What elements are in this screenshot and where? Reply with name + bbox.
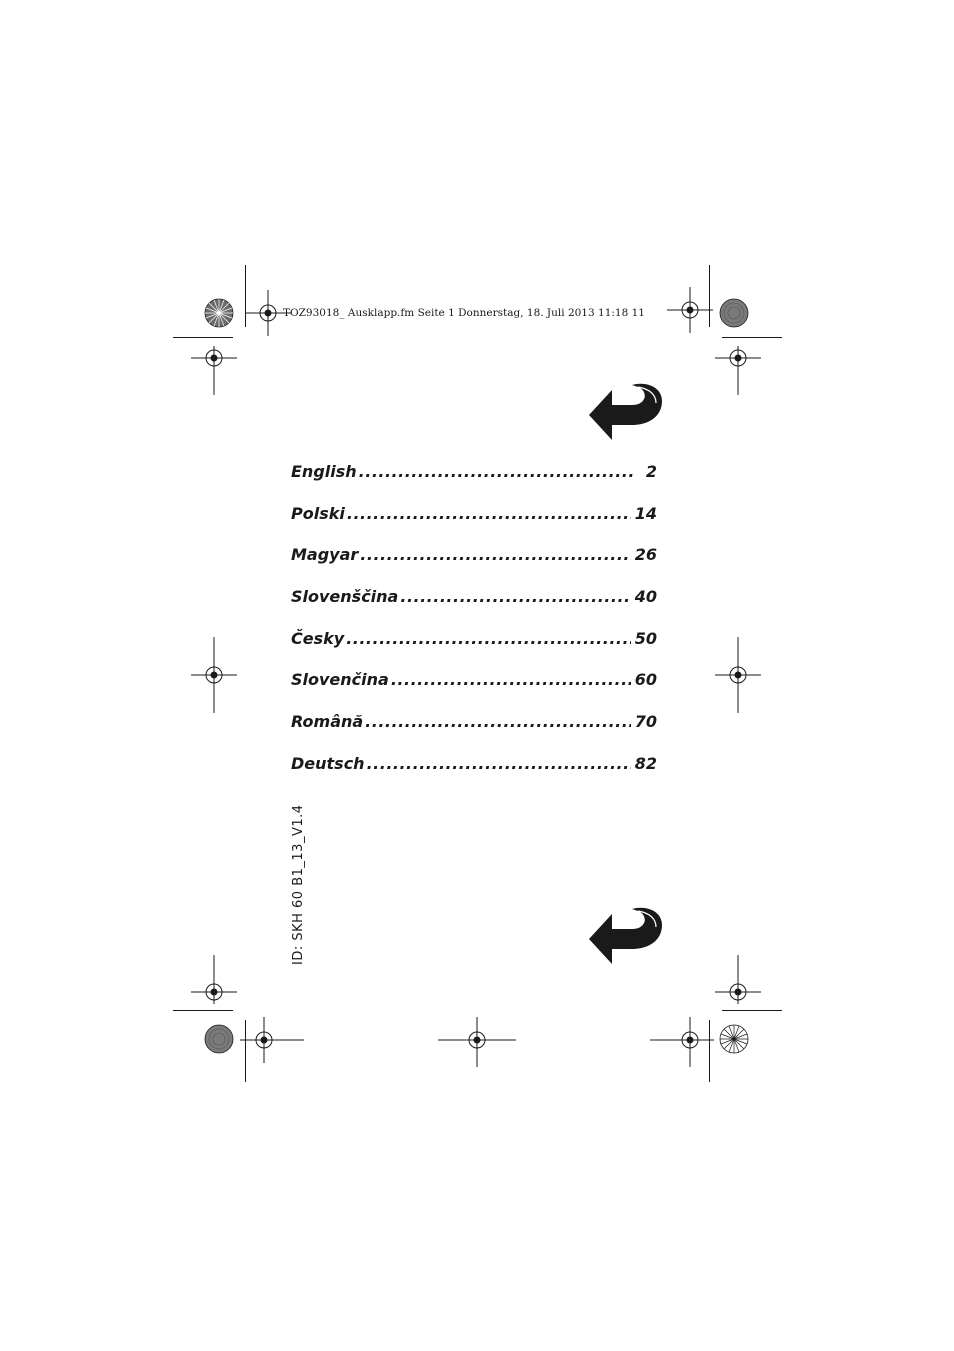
registration-mark-icon [715,335,761,395]
toc-entry[interactable] [291,670,657,712]
toc-label: Polski [291,503,345,523]
toc-leader [347,504,631,523]
registration-mark-icon [667,287,713,333]
registration-mark-icon [715,637,761,713]
color-target-icon [719,298,749,328]
toc-leader [391,670,631,689]
toc-label: Română [291,712,364,732]
toc-page-number: 82 [634,753,657,773]
toc-leader [346,629,631,648]
toc-label: Slovenčina [291,670,389,690]
table-of-contents [291,462,657,796]
toc-page-number: 26 [634,545,657,565]
toc-page-number: 40 [634,587,657,607]
toc-leader [367,754,631,773]
toc-page-number: 2 [645,462,657,481]
document-id: ID: SKH 60 B1_13_V1.4 [291,804,306,965]
toc-page-number: 70 [634,712,657,732]
toc-label: English [291,462,357,481]
registration-mark-icon [191,335,237,395]
toc-leader [359,462,635,481]
toc-leader [360,545,630,564]
toc-entry[interactable] [291,712,657,754]
toc-label: Deutsch [291,753,365,773]
registration-mark-icon [191,955,237,1015]
toc-entry[interactable] [291,587,657,629]
color-target-icon [204,298,234,328]
toc-page-number: 50 [634,628,657,648]
file-header-text: TOZ93018_ Ausklapp.fm Seite 1 Donnerstag, 18. Juli 2013 11:18 11 [283,307,645,319]
registration-mark-icon [650,1017,714,1067]
toc-page-number: 60 [634,670,657,690]
registration-mark-icon [715,955,761,1015]
toc-label: Slovenščina [291,587,399,607]
toc-entry[interactable] [291,754,657,796]
toc-entry[interactable] [291,462,657,504]
color-target-icon [204,1024,234,1054]
toc-entry[interactable] [291,629,657,671]
fold-arrow-icon [588,383,664,441]
registration-mark-icon [191,637,237,713]
toc-entry[interactable] [291,545,657,587]
toc-leader [400,587,630,606]
toc-label: Česky [291,628,345,648]
toc-label: Magyar [291,545,359,565]
color-target-icon [719,1024,749,1054]
toc-entry[interactable] [291,504,657,546]
toc-leader [365,712,631,731]
registration-mark-icon [240,1017,304,1063]
toc-page-number: 14 [634,503,657,523]
registration-mark-icon [438,1017,516,1067]
fold-arrow-icon [588,907,664,965]
